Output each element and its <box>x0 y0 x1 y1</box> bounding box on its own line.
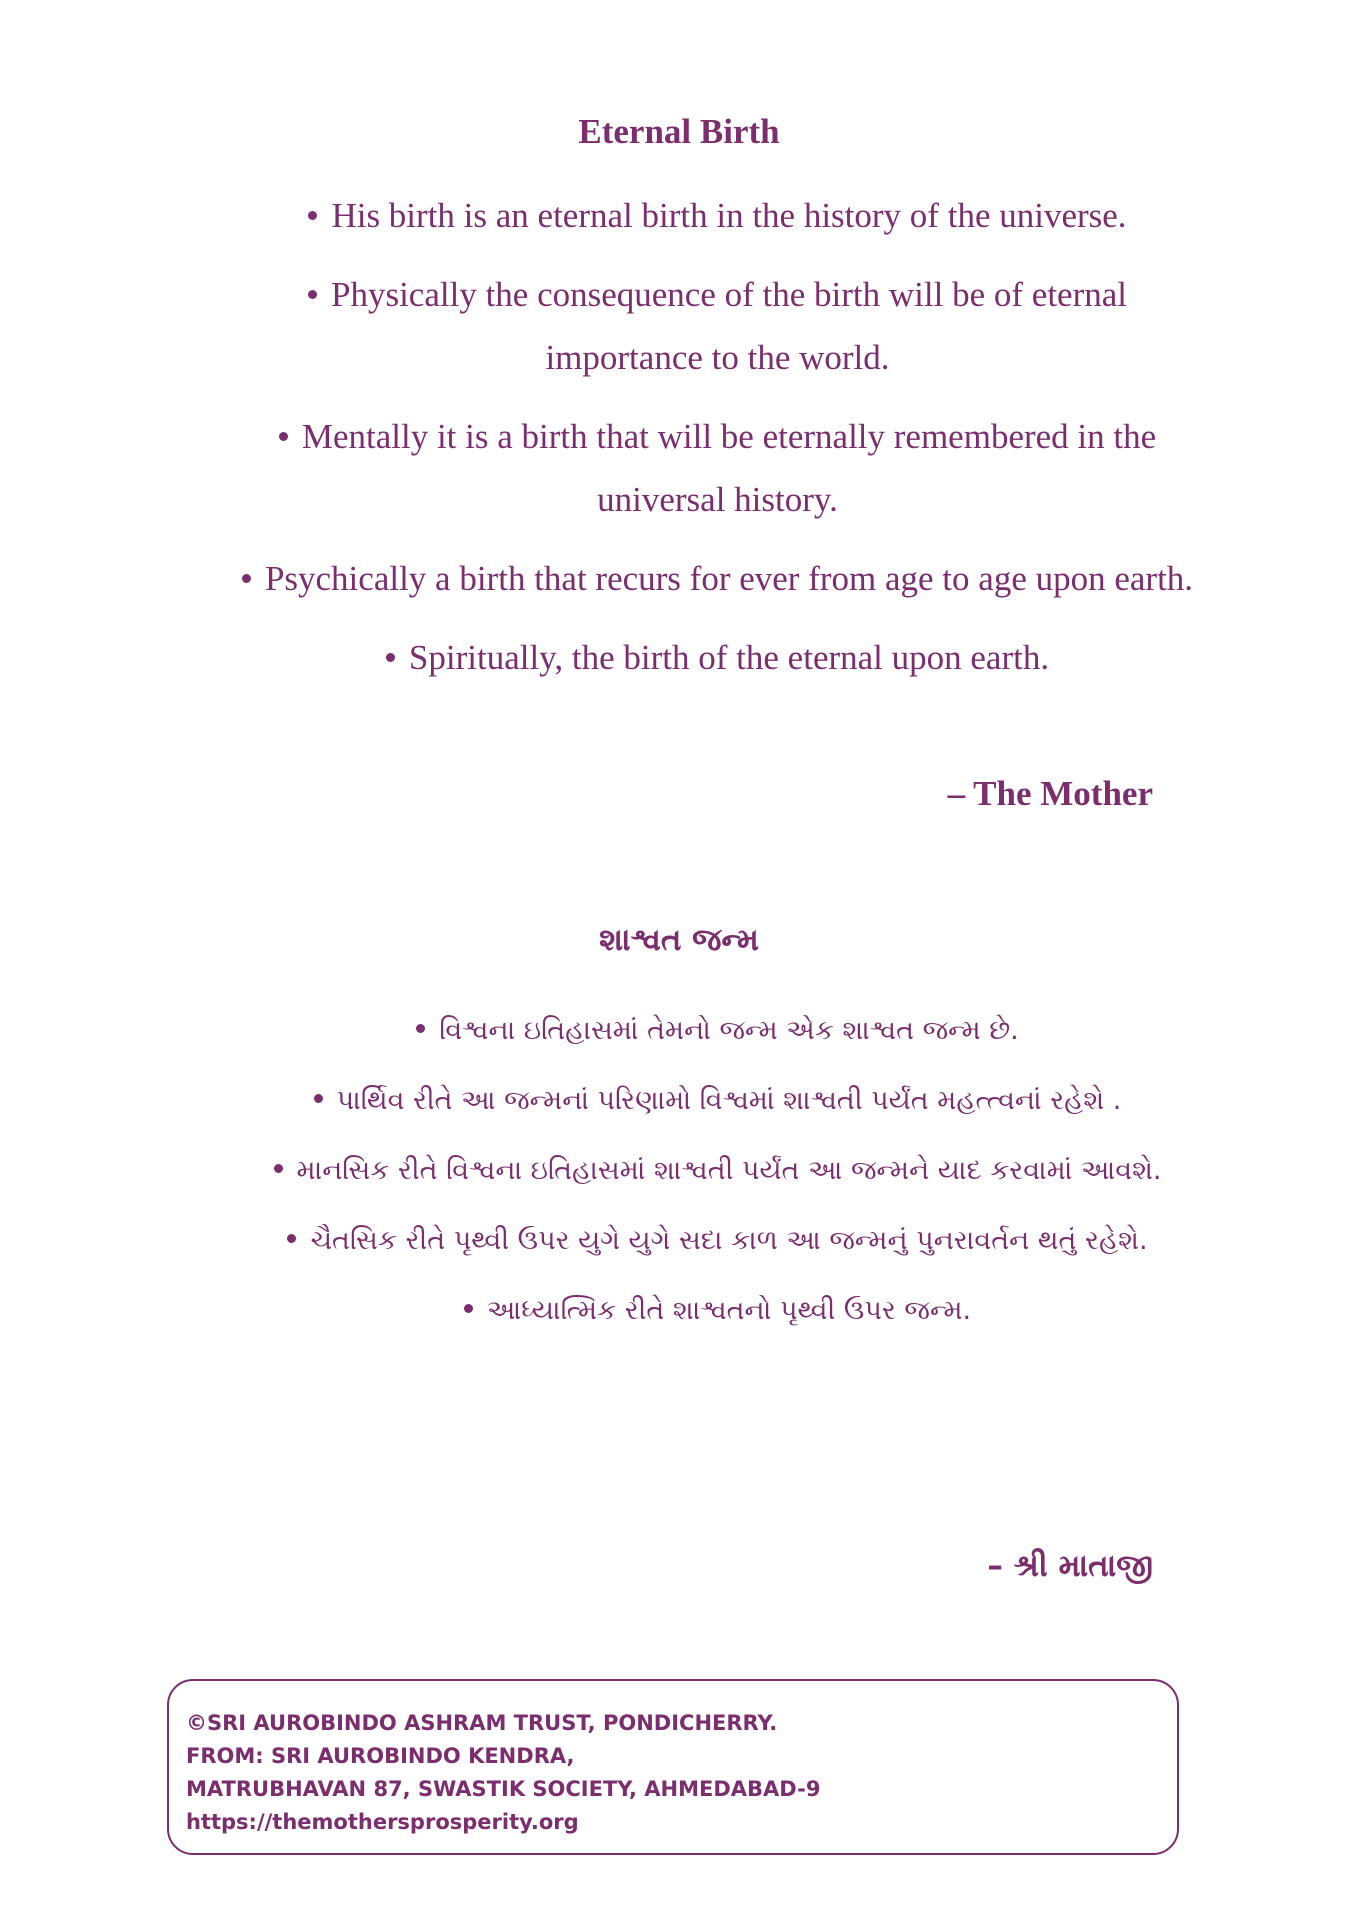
point-text: આધ્યાત્મિક રીતે શાશ્વતનો પૃથ્વી ઉપર જન્મ. <box>486 1295 972 1326</box>
point-text: પાર્થિવ રીતે આ જન્મનાં પરિણામો વિશ્વમાં શાશ્વતી પર્યંત મહત્ત્વનાં રહેશે . <box>336 1085 1122 1116</box>
list-item <box>240 1070 1195 1132</box>
point-text: Psychically a birth that recurs for ever from age to age upon earth. <box>264 559 1194 598</box>
list-item <box>240 1000 1195 1062</box>
list-item <box>240 1280 1195 1342</box>
point-text: ચૈતસિક રીતે પૃથ્વી ઉપર યુગે યુગે સદા કાળ આ જન્મનું પુનરાવર્તન થતું રહેશે. <box>310 1225 1148 1256</box>
english-attribution: – The Mother <box>947 774 1153 813</box>
point-text: Physically the consequence of the birth will be of eternal importance to the world. <box>331 275 1127 377</box>
list-item <box>240 1140 1195 1202</box>
bullet-icon <box>416 1024 425 1033</box>
list-item <box>240 184 1195 247</box>
bullet-icon <box>287 1234 296 1243</box>
bullet-icon <box>242 574 251 583</box>
from-line: FROM: SRI AUROBINDO KENDRA, <box>186 1744 575 1768</box>
address-line: MATRUBHAVAN 87, SWASTIK SOCIETY, AHMEDABAD-9 <box>186 1777 821 1801</box>
list-item <box>240 547 1195 610</box>
point-text: His birth is an eternal birth in the history of the universe. <box>331 196 1127 235</box>
list-item <box>240 626 1195 689</box>
bullet-icon <box>279 432 288 441</box>
list-item <box>240 405 1195 531</box>
list-item <box>240 263 1195 389</box>
bullet-icon <box>308 211 317 220</box>
gujarati-points-list <box>240 1000 1195 1350</box>
english-title: Eternal Birth <box>578 112 780 151</box>
point-text: માનસિક રીતે વિશ્વના ઇતિહાસમાં શાશ્વતી પર્યંત આ જન્મને યાદ કરવામાં આવશે. <box>296 1155 1162 1186</box>
copyright-line: ©SRI AUROBINDO ASHRAM TRUST, PONDICHERRY. <box>186 1711 778 1735</box>
gujarati-title: શાશ્વત જન્મ <box>599 922 759 958</box>
point-text: Spiritually, the birth of the eternal upon earth. <box>408 638 1050 677</box>
english-points-list <box>240 184 1195 705</box>
bullet-icon <box>464 1304 473 1313</box>
point-text: વિશ્વના ઇતિહાસમાં તેમનો જન્મ એક શાશ્વત જન્મ છે. <box>439 1015 1019 1046</box>
footer-box <box>167 1679 1179 1855</box>
bullet-icon <box>308 290 317 299</box>
bullet-icon <box>274 1164 283 1173</box>
gujarati-attribution: – શ્રી માતાજી <box>987 1548 1153 1584</box>
bullet-icon <box>314 1094 323 1103</box>
list-item <box>240 1210 1195 1272</box>
bullet-icon <box>386 653 395 662</box>
point-text: Mentally it is a birth that will be eternally remembered in the universal history. <box>301 417 1157 519</box>
website-link[interactable]: https://themothersprosperity.org <box>186 1810 579 1834</box>
